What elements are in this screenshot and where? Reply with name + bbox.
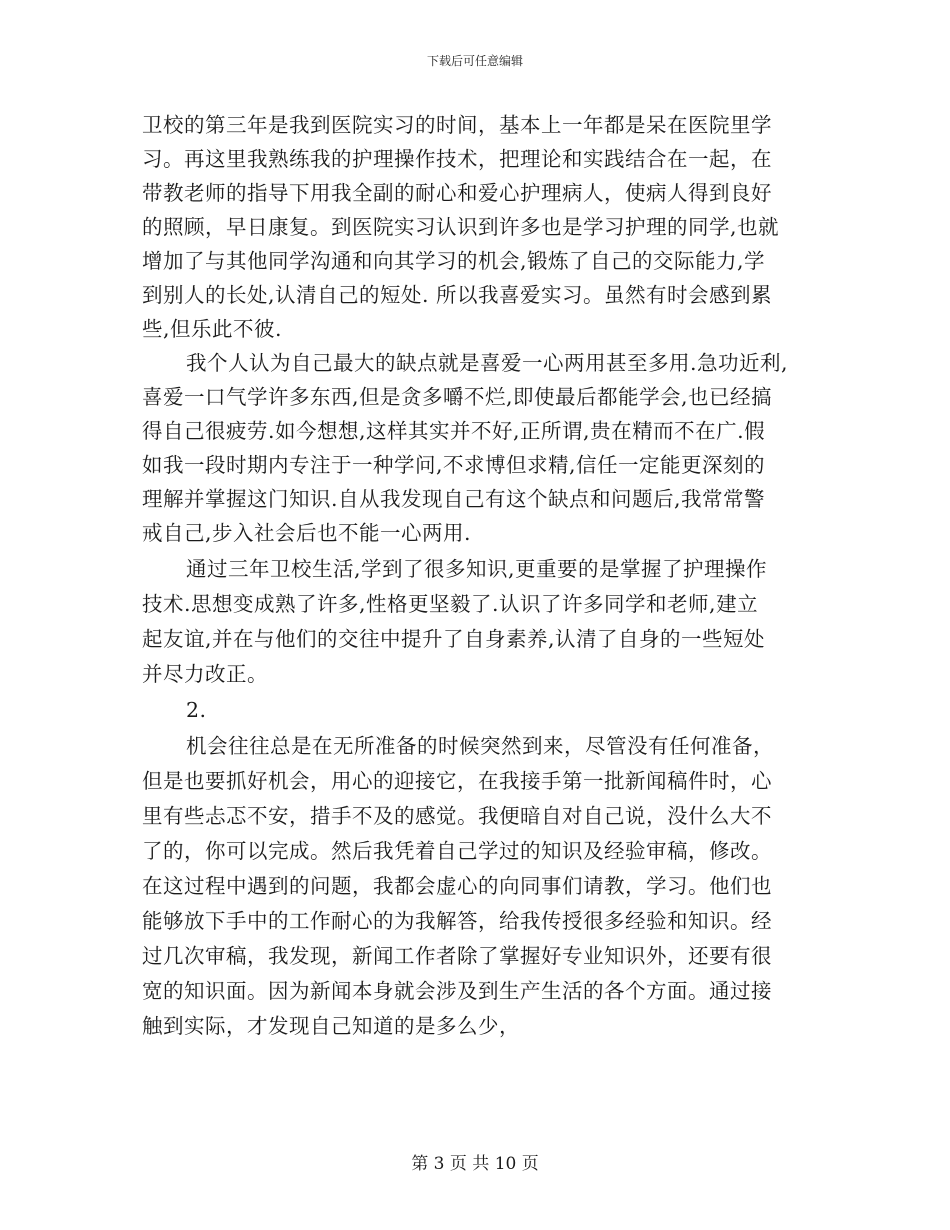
text-line: 增加了与其他同学沟通和向其学习的机会,锻炼了自己的交际能力,学 <box>142 249 766 273</box>
text-line: 得自己很疲劳.如今想想,这样其实并不好,正所谓,贵在精而不在广.假 <box>142 419 766 443</box>
text-line: 里有些忐忑不安，措手不及的感觉。我便暗自对自己说，没什么大不 <box>142 804 772 828</box>
text-line: 起友谊,并在与他们的交往中提升了自身素养,认清了自身的一些短处 <box>142 627 766 651</box>
text-line: 但是也要抓好机会，用心的迎接它，在我接手第一批新闻稿件时，心 <box>142 769 772 793</box>
text-line: 卫校的第三年是我到医院实习的时间，基本上一年都是呆在医院里学 <box>142 113 772 137</box>
text-line: 触到实际，才发现自己知道的是多么少， <box>142 1014 520 1038</box>
page-number-footer: 第 3 页 共 10 页 <box>411 1154 539 1174</box>
page-header-note: 下载后可任意编辑 <box>426 54 523 68</box>
text-line: 通过三年卫校生活,学到了很多知识,更重要的是掌握了护理操作 <box>186 557 768 581</box>
text-line: 到别人的长处,认清自己的短处. 所以我喜爱实习。虽然有时会感到累 <box>142 283 773 307</box>
text-line: 喜爱一口气学许多东西,但是贪多嚼不烂,即使最后都能学会,也已经搞 <box>142 385 773 409</box>
text-line: 些,但乐此不彼. <box>142 317 283 341</box>
text-line: 在这过程中遇到的问题，我都会虚心的向同事们请教，学习。他们也 <box>142 874 772 898</box>
text-line: 过几次审稿，我发现，新闻工作者除了掌握好专业知识外，还要有很 <box>142 944 772 968</box>
text-line: 并尽力改正。 <box>142 662 268 686</box>
text-line: 机会往往总是在无所准备的时候突然到来，尽管没有任何准备， <box>186 734 774 758</box>
text-line: 了的，你可以完成。然后我凭着自己学过的知识及经验审稿，修改。 <box>142 839 772 863</box>
text-line: 能够放下手中的工作耐心的为我解答，给我传授很多经验和知识。经 <box>142 909 772 933</box>
text-line: 我个人认为自己最大的缺点就是喜爱一心两用甚至多用.急功近利, <box>186 351 789 375</box>
section-number: 2. <box>186 698 207 722</box>
text-line: 带教老师的指导下用我全副的耐心和爱心护理病人，使病人得到良好 <box>142 181 772 205</box>
text-line: 的照顾，早日康复。到医院实习认识到许多也是学习护理的同学,也就 <box>142 215 780 239</box>
text-line: 习。再这里我熟练我的护理操作技术，把理论和实践结合在一起，在 <box>142 147 772 171</box>
text-line: 如我一段时期内专注于一种学问,不求博但求精,信任一定能更深刻的 <box>142 453 766 477</box>
text-line: 宽的知识面。因为新闻本身就会涉及到生产生活的各个方面。通过接 <box>142 979 772 1003</box>
text-line: 戒自己,步入社会后也不能一心两用. <box>142 521 472 545</box>
text-line: 技术.思想变成熟了许多,性格更坚毅了.认识了许多同学和老师,建立 <box>142 592 759 616</box>
text-line: 理解并掌握这门知识.自从我发现自己有这个缺点和问题后,我常常警 <box>142 487 766 511</box>
